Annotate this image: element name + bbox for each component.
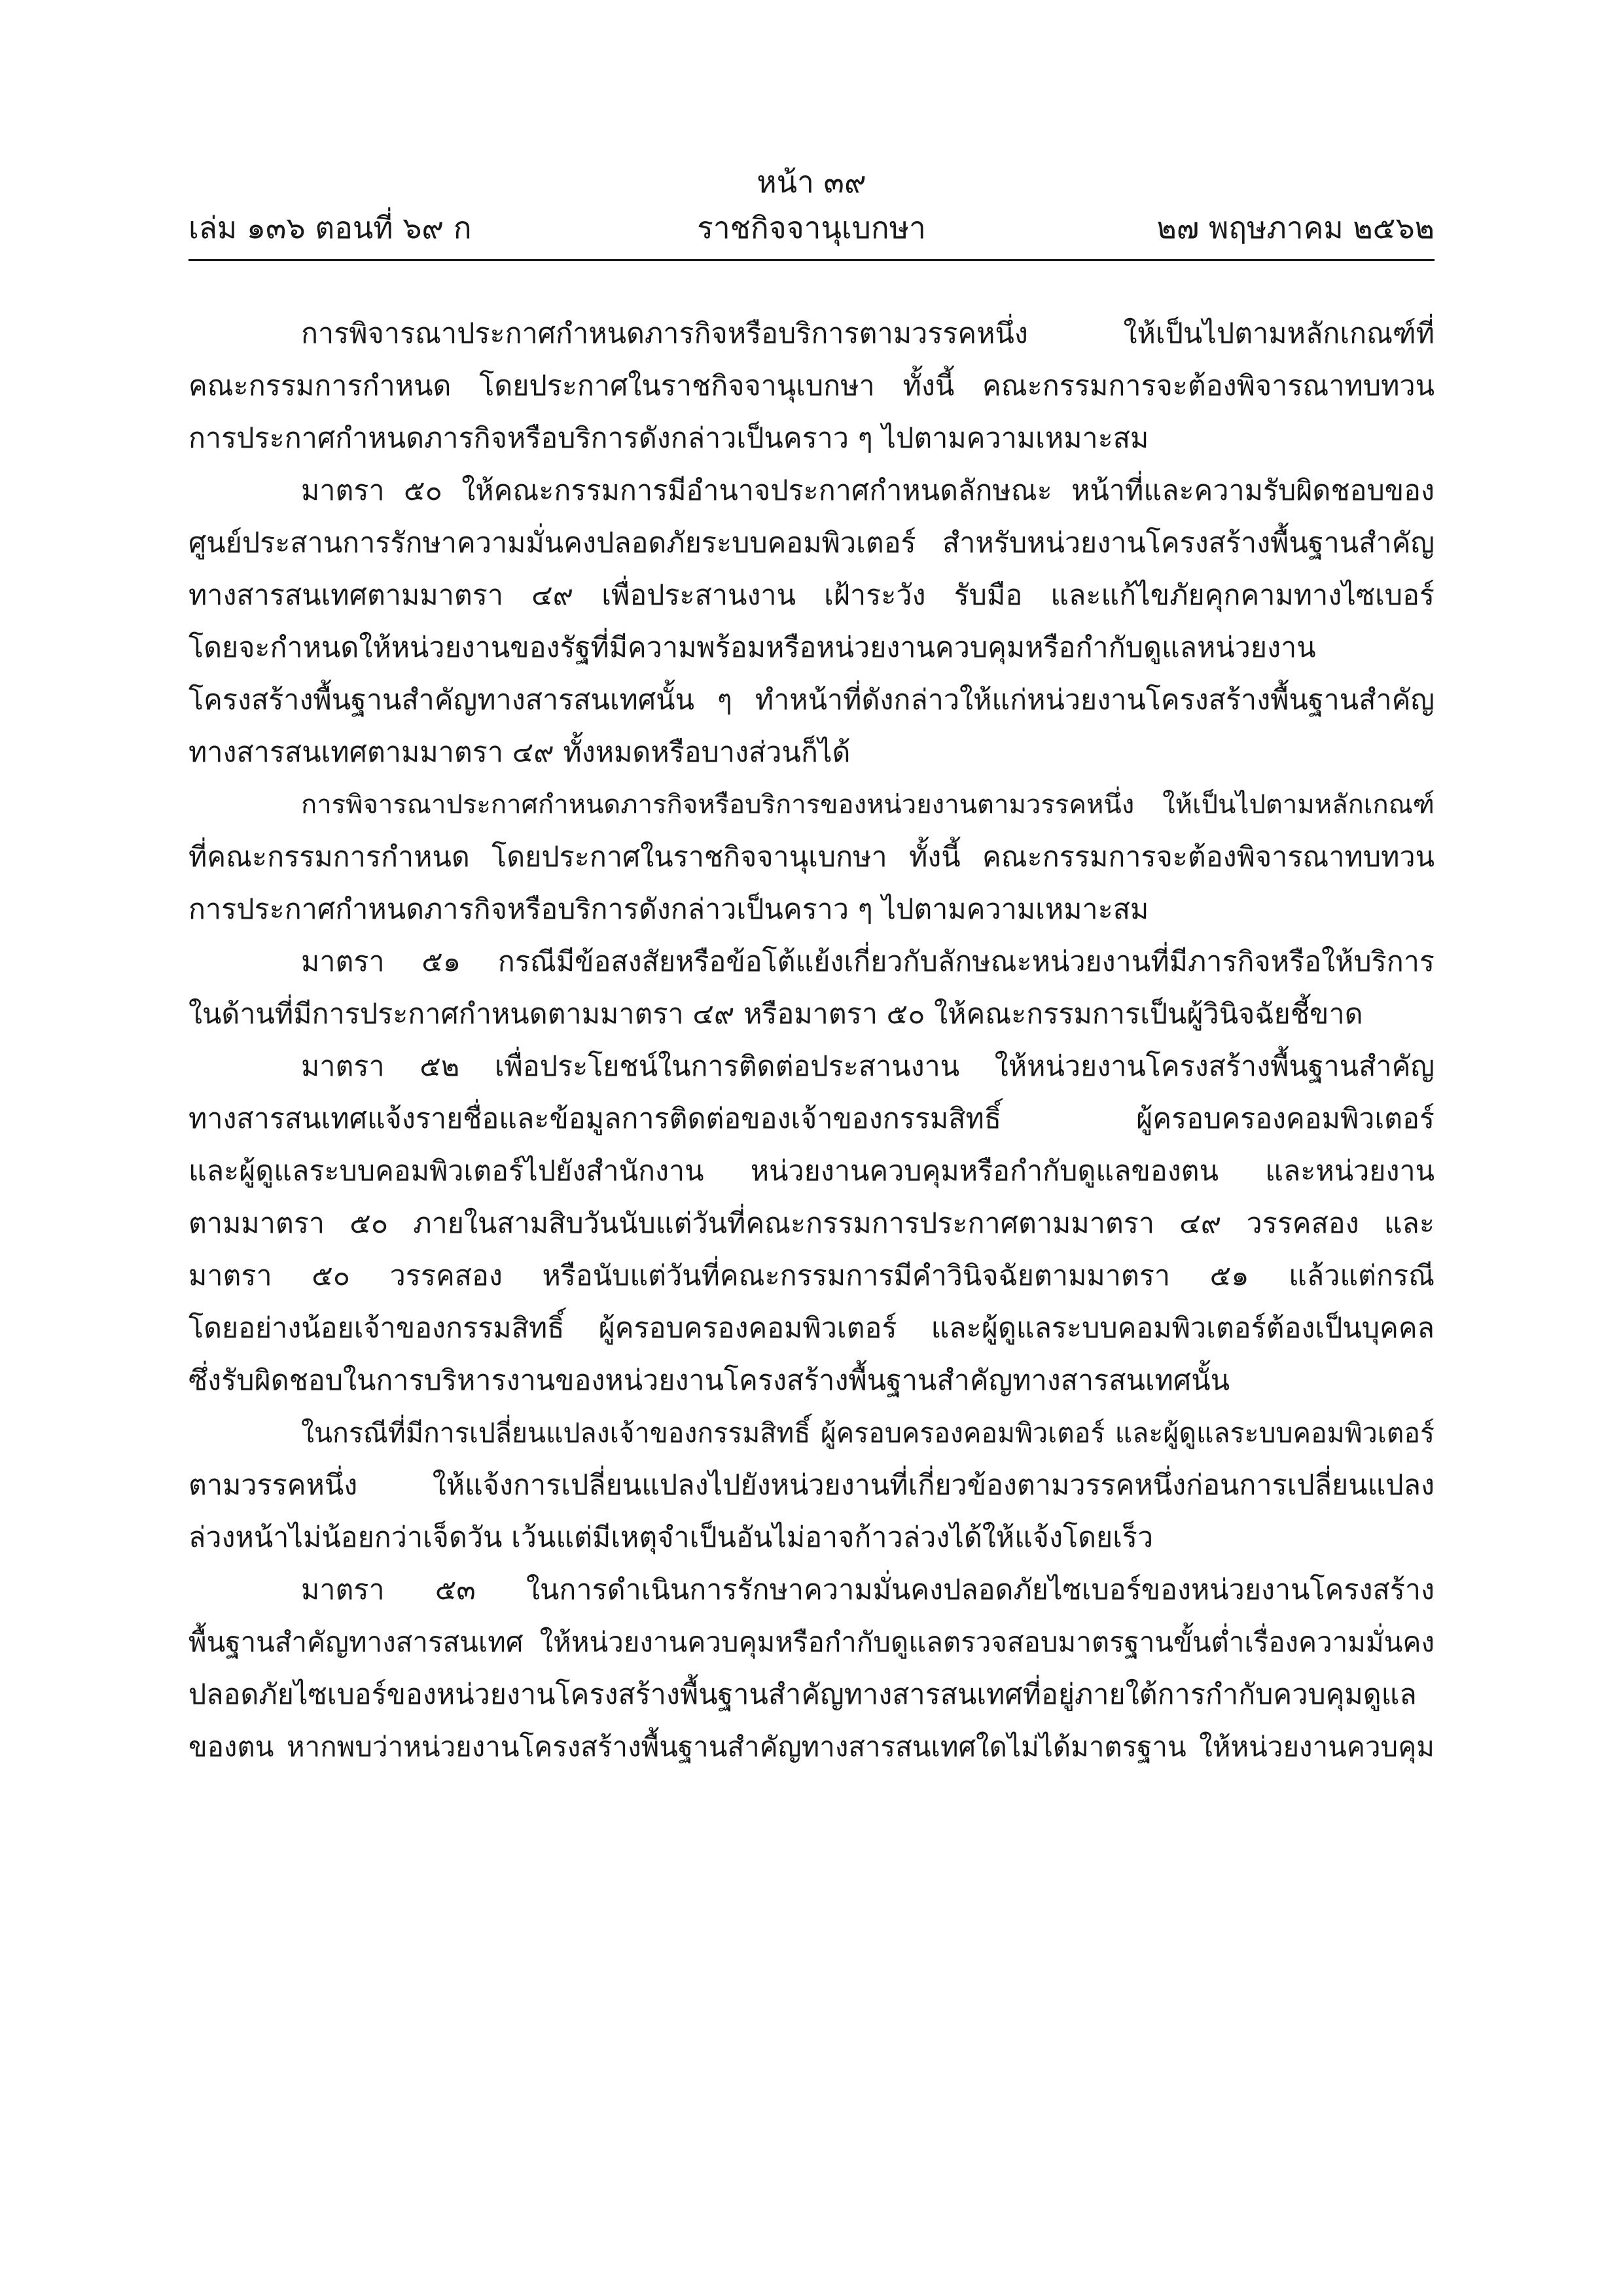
volume-issue: เล่ม ๑๓๖ ตอนที่ ๖๙ ก	[188, 210, 472, 245]
text-line: มาตรา ๕๐ วรรคสอง หรือนับแต่วันที่คณะกรรมการมีคำวินิจฉัยตามมาตรา ๕๑ แล้วแต่กรณี	[188, 1260, 1435, 1292]
text-line: การพิจารณาประกาศกำหนดภารกิจหรือบริการของหน่วยงานตามวรรคหนึ่ง ให้เป็นไปตามหลักเกณฑ์	[301, 790, 1435, 820]
text-line: พื้นฐานสำคัญทางสารสนเทศ ให้หน่วยงานควบคุมหรือกำกับดูแลตรวจสอบมาตรฐานขั้นต่ำเรื่องความมั่นคง	[188, 1626, 1435, 1658]
text-line: ทางสารสนเทศแจ้งรายชื่อและข้อมูลการติดต่อของเจ้าของกรรมสิทธิ์ ผู้ครอบครองคอมพิวเตอร์	[188, 1103, 1435, 1135]
header-rule	[188, 259, 1435, 261]
body-text	[188, 308, 1435, 1773]
text-line: ของตน หากพบว่าหน่วยงานโครงสร้างพื้นฐานสำคัญทางสารสนเทศใดไม่ได้มาตรฐาน ให้หน่วยงานควบคุม	[188, 1731, 1435, 1763]
page-number: หน้า ๓๙	[757, 164, 866, 200]
text-line: โดยอย่างน้อยเจ้าของกรรมสิทธิ์ ผู้ครอบครองคอมพิวเตอร์ และผู้ดูแลระบบคอมพิวเตอร์ต้องเป็นบุคคล	[188, 1312, 1435, 1345]
text-line: ในกรณีที่มีการเปลี่ยนแปลงเจ้าของกรรมสิทธิ์ ผู้ครอบครองคอมพิวเตอร์ และผู้ดูแลระบบคอมพิวเตอร์	[301, 1417, 1435, 1449]
text-line: มาตรา ๕๓ ในการดำเนินการรักษาความมั่นคงปลอดภัยไซเบอร์ของหน่วยงานโครงสร้าง	[301, 1574, 1435, 1606]
text-line: คณะกรรมการกำหนด โดยประกาศในราชกิจจานุเบกษา ทั้งนี้ คณะกรรมการจะต้องพิจารณาทบทวน	[188, 370, 1435, 402]
text-line: ล่วงหน้าไม่น้อยกว่าเจ็ดวัน เว้นแต่มีเหตุจำเป็นอันไม่อาจก้าวล่วงได้ให้แจ้งโดยเร็ว	[188, 1521, 1154, 1554]
text-line: ปลอดภัยไซเบอร์ของหน่วยงานโครงสร้างพื้นฐานสำคัญทางสารสนเทศที่อยู่ภายใต้การกำกับควบคุมดูแล	[188, 1678, 1417, 1711]
text-line: ตามวรรคหนึ่ง ให้แจ้งการเปลี่ยนแปลงไปยังหน่วยงานที่เกี่ยวข้องตามวรรคหนึ่งก่อนการเปลี่ยนแปลง	[188, 1469, 1435, 1502]
text-line: มาตรา ๕๐ ให้คณะกรรมการมีอำนาจประกาศกำหนดลักษณะ หน้าที่และความรับผิดชอบของ	[301, 474, 1435, 507]
text-line: โดยจะกำหนดให้หน่วยงานของรัฐที่มีความพร้อมหรือหน่วยงานควบคุมหรือกำกับดูแลหน่วยงาน	[188, 631, 1316, 664]
text-line: การประกาศกำหนดภารกิจหรือบริการดังกล่าวเป็นคราว ๆ ไปตามความเหมาะสม	[188, 893, 1149, 926]
text-line: ศูนย์ประสานการรักษาความมั่นคงปลอดภัยระบบคอมพิวเตอร์ สำหรับหน่วยงานโครงสร้างพื้นฐานสำคัญ	[188, 527, 1435, 559]
text-line: มาตรา ๕๑ กรณีมีข้อสงสัยหรือข้อโต้แย้งเกี่ยวกับลักษณะหน่วยงานที่มีภารกิจหรือให้บริการ	[301, 945, 1435, 978]
text-line: การประกาศกำหนดภารกิจหรือบริการดังกล่าวเป็นคราว ๆ ไปตามความเหมาะสม	[188, 422, 1149, 455]
text-line: ซึ่งรับผิดชอบในการบริหารงานของหน่วยงานโครงสร้างพื้นฐานสำคัญทางสารสนเทศนั้น	[188, 1364, 1230, 1397]
text-line: ในด้านที่มีการประกาศกำหนดตามมาตรา ๔๙ หรือมาตรา ๕๐ ให้คณะกรรมการเป็นผู้วินิจฉัยชี้ขาด	[188, 998, 1363, 1031]
text-line: ตามมาตรา ๕๐ ภายในสามสิบวันนับแต่วันที่คณะกรรมการประกาศตามมาตรา ๔๙ วรรคสอง และ	[188, 1207, 1435, 1240]
publication-date: ๒๗ พฤษภาคม ๒๕๖๒	[1156, 210, 1435, 245]
text-line: ทางสารสนเทศตามมาตรา ๔๙ เพื่อประสานงาน เฝ้าระวัง รับมือ และแก้ไขภัยคุกคามทางไซเบอร์	[188, 579, 1435, 612]
text-line: มาตรา ๕๒ เพื่อประโยชน์ในการติดต่อประสานงาน ให้หน่วยงานโครงสร้างพื้นฐานสำคัญ	[301, 1050, 1435, 1083]
gazette-name: ราชกิจจานุเบกษา	[697, 210, 926, 245]
text-line: ที่คณะกรรมการกำหนด โดยประกาศในราชกิจจานุเบกษา ทั้งนี้ คณะกรรมการจะต้องพิจารณาทบทวน	[188, 841, 1435, 874]
text-line: และผู้ดูแลระบบคอมพิวเตอร์ไปยังสำนักงาน หน่วยงานควบคุมหรือกำกับดูแลของตน และหน่วยงาน	[188, 1155, 1435, 1188]
gazette-header	[188, 208, 1435, 250]
text-line: โครงสร้างพื้นฐานสำคัญทางสารสนเทศนั้น ๆ ทำหน้าที่ดังกล่าวให้แก่หน่วยงานโครงสร้างพื้นฐานสำคัญ	[188, 684, 1435, 716]
text-line: ทางสารสนเทศตามมาตรา ๔๙ ทั้งหมดหรือบางส่วนก็ได้	[188, 736, 851, 769]
text-line: การพิจารณาประกาศกำหนดภารกิจหรือบริการตามวรรคหนึ่ง ให้เป็นไปตามหลักเกณฑ์ที่	[301, 317, 1435, 350]
